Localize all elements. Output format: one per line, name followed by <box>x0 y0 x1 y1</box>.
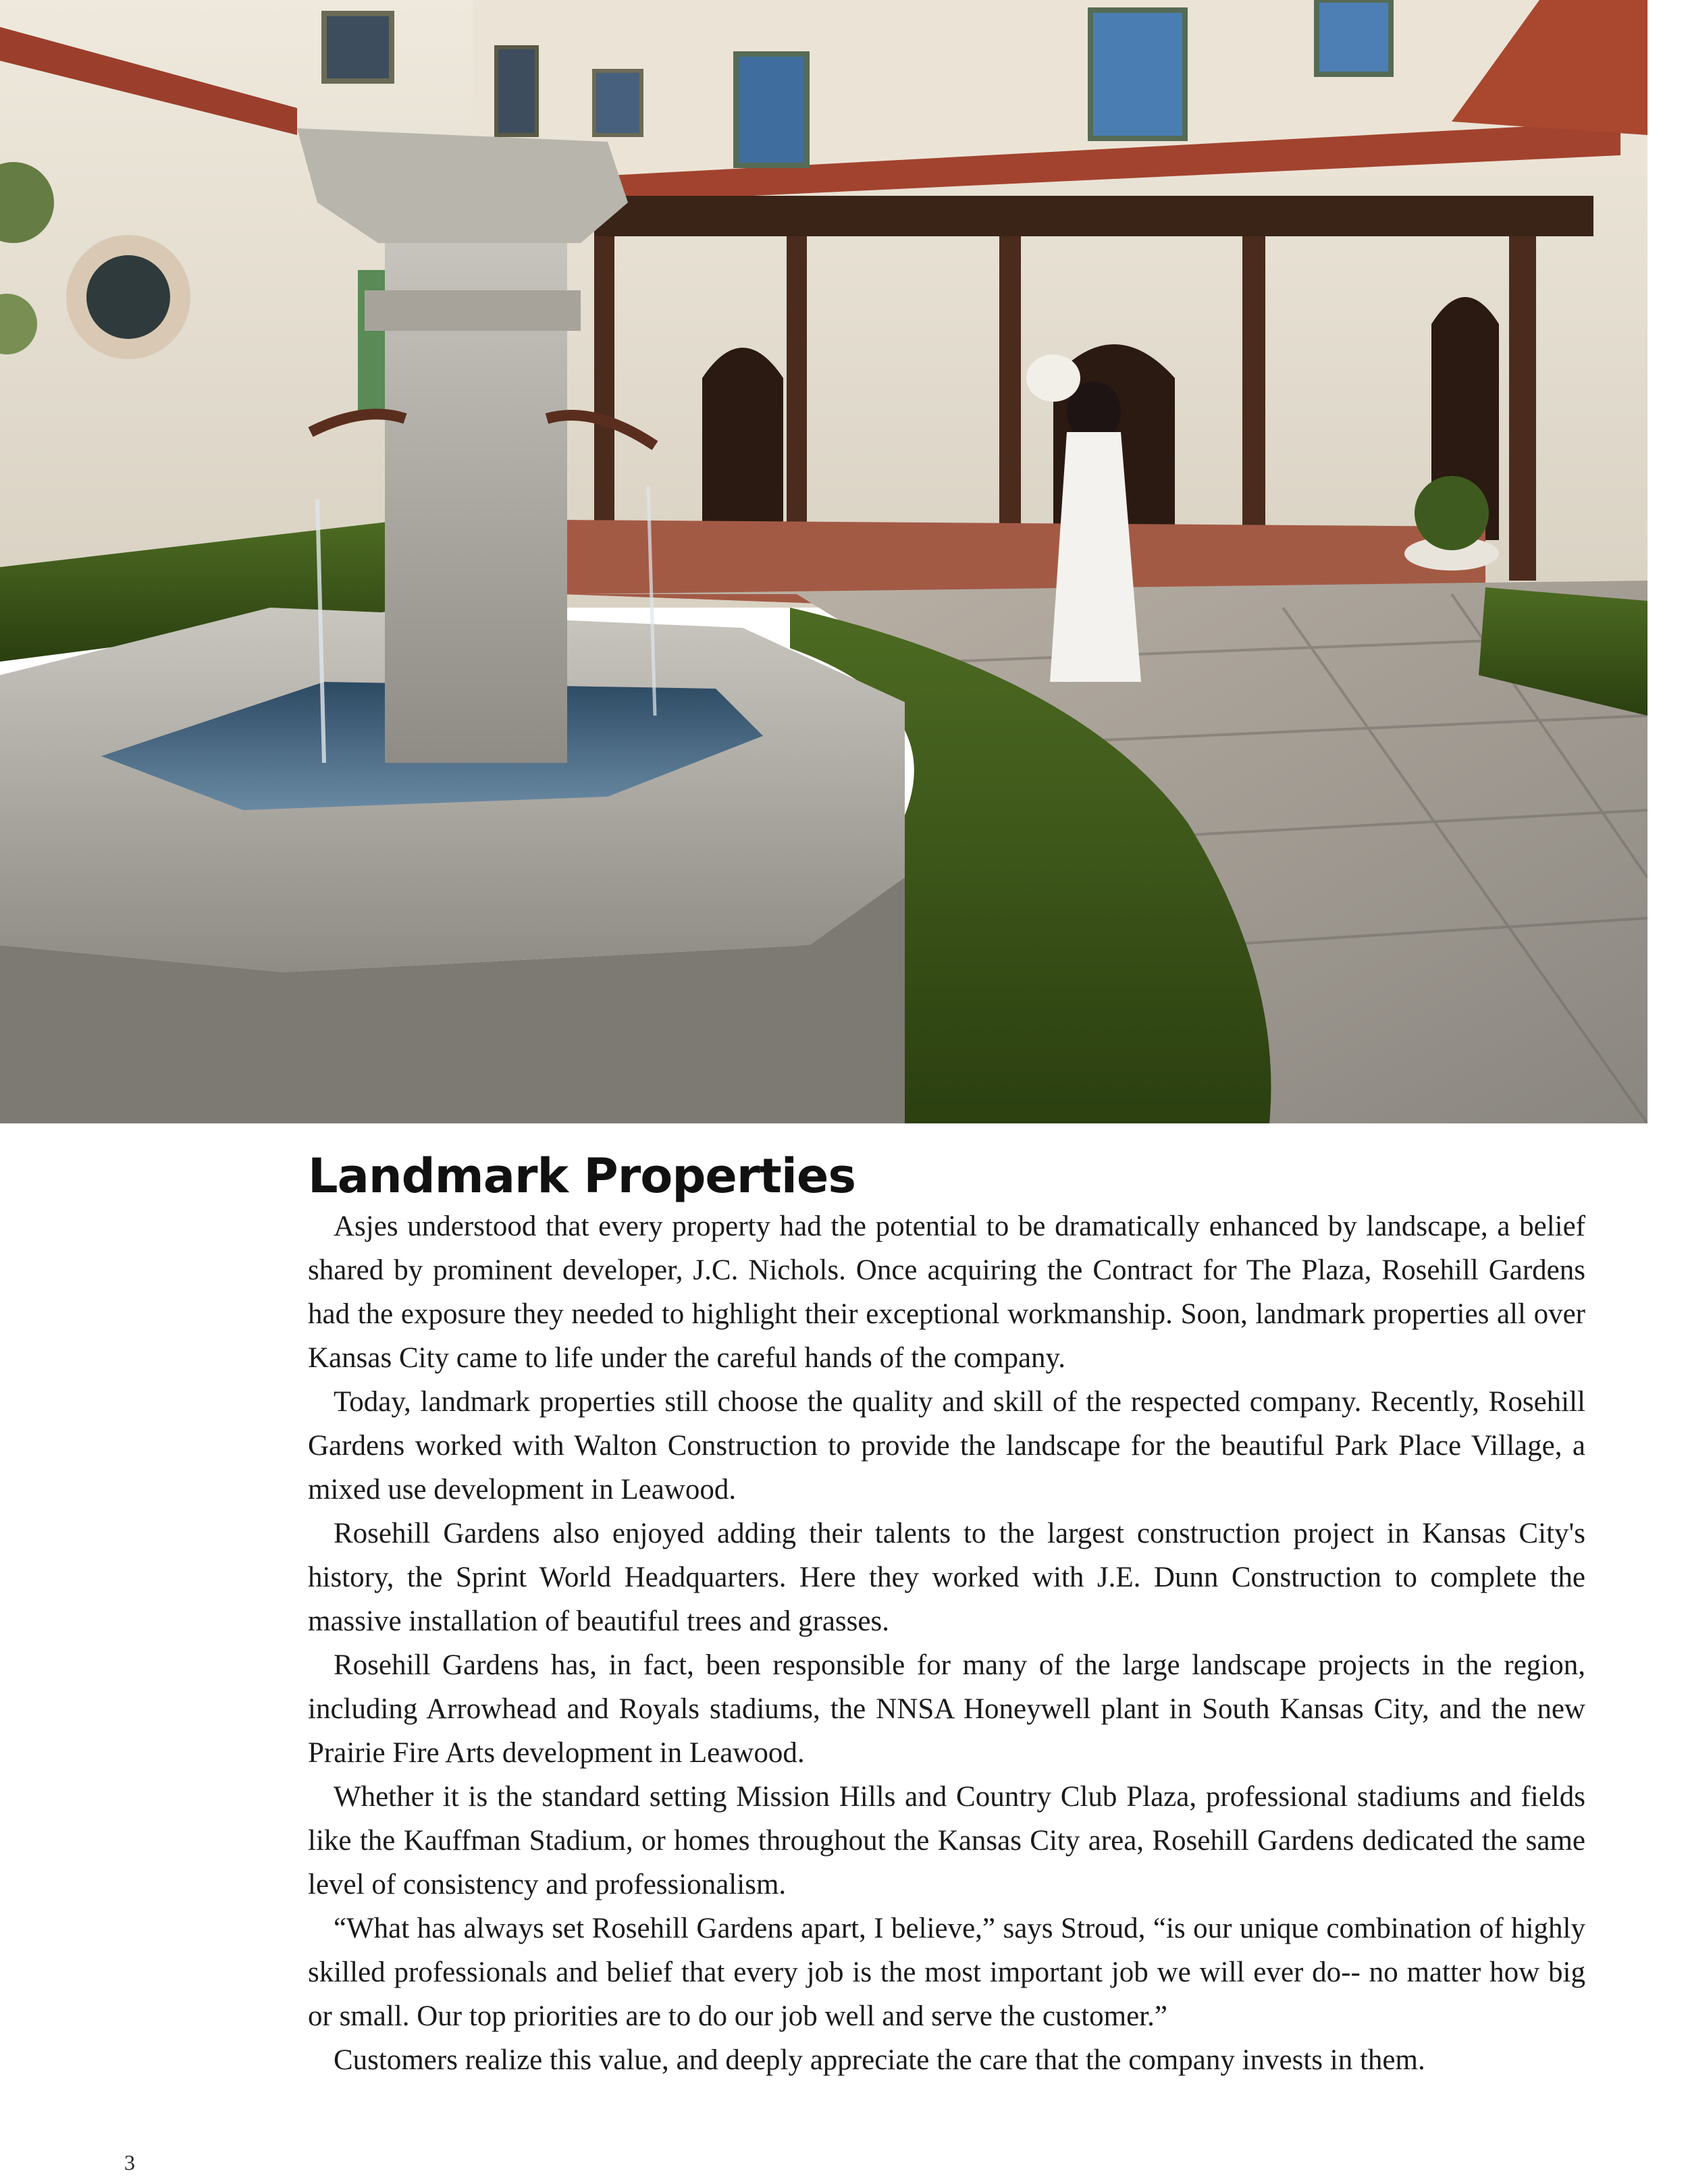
article <box>308 1148 1585 2082</box>
article-paragraph: Rosehill Gardens also enjoyed adding their talents to the largest construction project in Kansas City's history, the Sprint World Headquarters. Here they worked with J.E. Dunn Construction to complete the massive installation of beautiful trees and grasses. <box>308 1518 1585 1637</box>
page-number: 3 <box>124 2150 135 2175</box>
article-paragraph: Customers realize this value, and deeply appreciate the care that the company invests in them. <box>334 2044 1425 2076</box>
article-paragraph: Asjes understood that every property had the potential to be dramatically enhanced by landscape, a belief shared by prominent developer, J.C. Nichols. Once acquiring the Contract for The Plaza, Rosehill Gardens had the exposure they needed to highlight their exceptional workmanship. Soon, landmark properties all over Kansas City came to life under the careful hands of the company. <box>308 1210 1585 1374</box>
article-paragraph: “What has always set Rosehill Gardens apart, I believe,” says Stroud, “is our unique combination of highly skilled professionals and belief that every job is the most important job we will ever do-- no matter how big or small. Our top priorities are to do our job well and serve the customer.” <box>308 1913 1585 2032</box>
article-paragraph: Rosehill Gardens has, in fact, been responsible for many of the large landscape projects in the region, including Arrowhead and Royals stadiums, the NNSA Honeywell plant in South Kansas City, and the new Prairie Fire Arts development in Leawood. <box>308 1649 1585 1769</box>
article-paragraph: Whether it is the standard setting Mission Hills and Country Club Plaza, professional stadiums and fields like the Kauffman Stadium, or homes throughout the Kansas City area, Rosehill Gardens dedicated the same level of consistency and professionalism. <box>308 1781 1585 1900</box>
article-headline: Landmark Properties <box>308 1148 856 1204</box>
article-paragraph: Today, landmark properties still choose the quality and skill of the respected company. Recently, Rosehill Gardens worked with Walton Construction to provide the landscape for the beautiful Park Place Village, a mixed use development in Leawood. <box>308 1386 1585 1506</box>
article-body <box>308 1204 1585 2082</box>
